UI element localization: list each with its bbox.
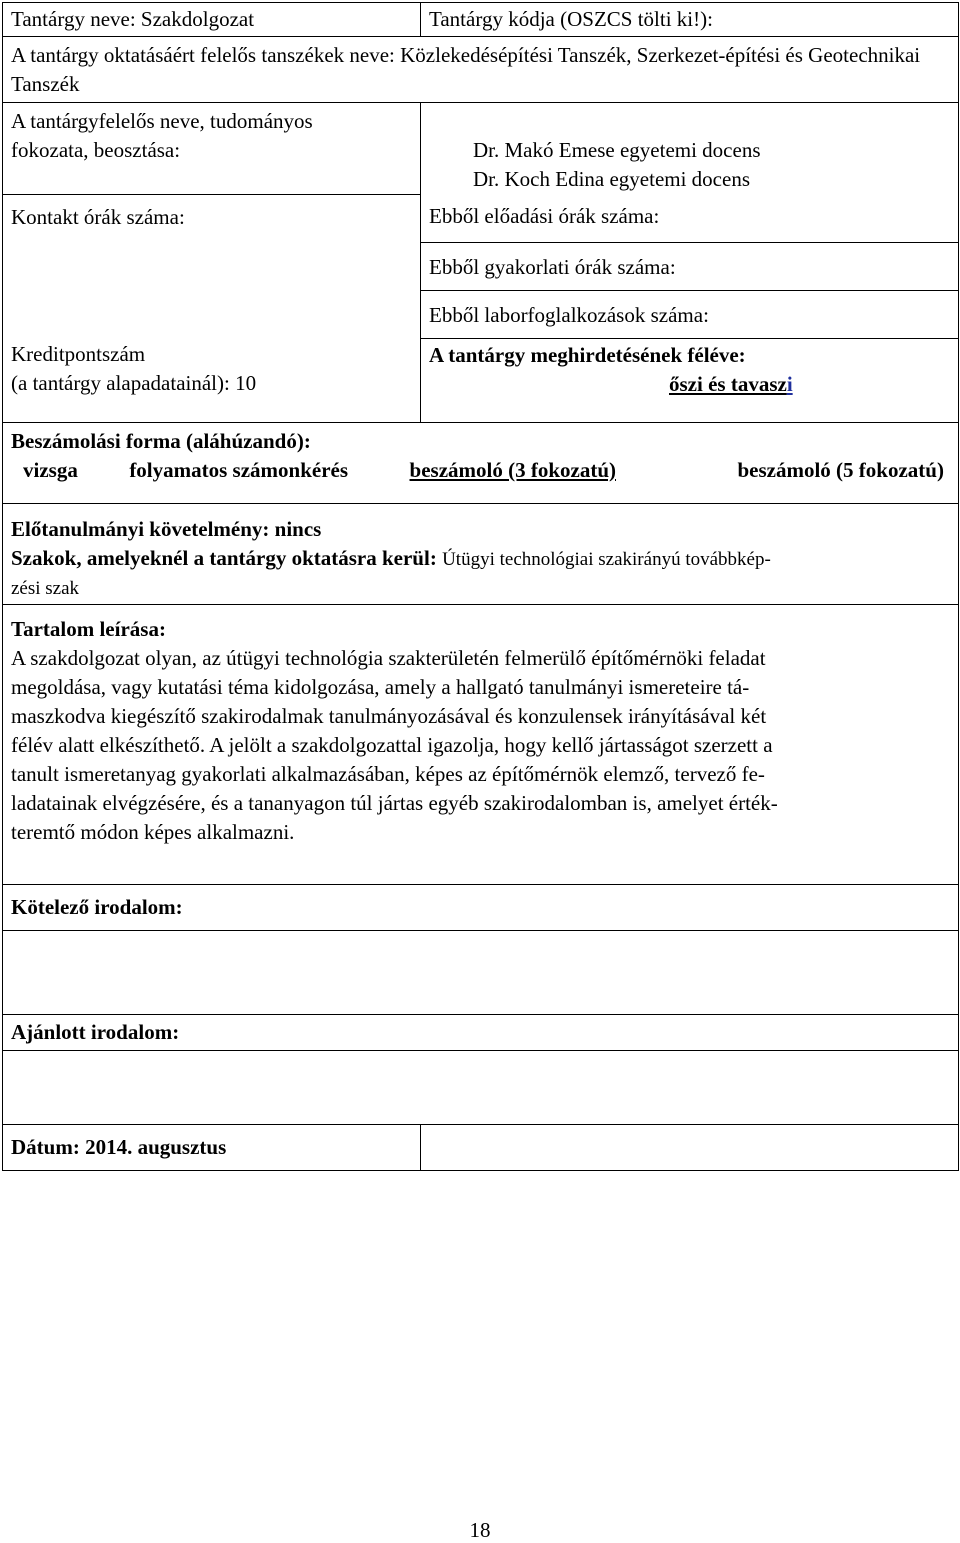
subject-code-cell [421, 3, 959, 37]
subject-name-cell [3, 3, 421, 37]
content-line: maszkodva kiegészítő szakirodalmak tanulmányozásával és konzulensek irányításával két [11, 703, 767, 728]
semester-value [429, 370, 950, 399]
programs-value-line1: Útügyi technológiai szakirányú továbbkép- [442, 548, 771, 570]
assessment-option-5-level: beszámoló (5 fokozatú) [737, 457, 944, 482]
content-line: A szakdolgozat olyan, az útügyi technológia szakterületén felmerülő építőmérnöki feladat [11, 645, 766, 670]
prerequisite-text: Előtanulmányi követelmény: nincs [11, 516, 322, 541]
contact-hours-label: Kontakt órák száma: [11, 204, 185, 229]
required-literature-label: Kötelező irodalom: [11, 894, 183, 919]
responsible-label-line1: A tantárgyfelelős neve, tudományos [11, 109, 313, 133]
credits-cell [3, 338, 421, 422]
required-literature-label-cell [3, 884, 959, 930]
course-form [2, 2, 958, 1171]
content-line: tanult ismeretanyag gyakorlati alkalmazásában, képes az építőmérnök elemző, tervező fe- [11, 761, 765, 786]
content-label: Tartalom leírása: [11, 616, 166, 641]
subject-code: Tantárgy kódja (OSZCS tölti ki!): [429, 7, 713, 31]
assessment-label: Beszámolási forma (aláhúzandó): [11, 428, 311, 453]
departments-text: A tantárgy oktatásáért felelős tanszékek neve: Közlekedésépítési Tanszék, Szerkezet-építési és Geotechnikai Tanszék [11, 43, 921, 96]
signature-cell [421, 1124, 959, 1170]
programs-value-line2: zési szak [11, 577, 80, 599]
semester-value-last: i [786, 371, 793, 396]
semester-label: A tantárgy meghirdetésének féléve: [429, 342, 746, 367]
required-literature-body [3, 930, 959, 1014]
assessment-option-3-level: beszámoló (3 fokozatú) [409, 457, 616, 482]
page-number: 18 [469, 1518, 491, 1542]
responsible-person-2: Dr. Koch Edina egyetemi docens [473, 167, 750, 191]
subject-name: Tantárgy neve: Szakdolgozat [11, 7, 255, 31]
content-line: ladatainak elvégzésére, és a tananyagon túl jártas egyéb szakirodalomban is, amelyet érték- [11, 790, 778, 815]
credits-label-line2: (a tantárgy alapadatainál): 10 [11, 371, 257, 395]
contact-hours-cell [3, 194, 421, 338]
responsible-person-1: Dr. Makó Emese egyetemi docens [473, 138, 761, 162]
responsible-names-cell [421, 103, 959, 195]
content-line: teremtő módon képes alkalmazni. [11, 819, 295, 844]
practice-hours-cell [421, 242, 959, 290]
assessment-option-exam: vizsga [23, 457, 78, 482]
recommended-literature-body [3, 1050, 959, 1124]
assessment-cell [3, 422, 959, 503]
departments-cell [3, 37, 959, 103]
assessment-options [11, 456, 950, 485]
lecture-hours-label: Ebből előadási órák száma: [429, 204, 660, 228]
recommended-literature-label: Ajánlott irodalom: [11, 1019, 180, 1044]
lab-hours-label: Ebből laborfoglalkozások száma: [429, 302, 709, 327]
responsible-label-line2: fokozata, beosztása: [11, 138, 181, 162]
programs-line [11, 544, 950, 574]
course-form-table [2, 2, 959, 1171]
assessment-option-continuous: folyamatos számonkérés [129, 457, 349, 482]
date-cell [3, 1124, 421, 1170]
lab-hours-cell [421, 290, 959, 338]
responsible-label-cell [3, 103, 421, 195]
credits-label-line1: Kreditpontszám [11, 342, 146, 366]
content-line: megoldása, vagy kutatási téma kidolgozása, amely a hallgató tanulmányi ismereteire tá- [11, 674, 750, 699]
programs-label: Szakok, amelyeknél a tantárgy oktatásra kerül: [11, 545, 443, 570]
recommended-literature-label-cell [3, 1014, 959, 1050]
content-body [11, 644, 950, 847]
date-text: Dátum: 2014. augusztus [11, 1134, 227, 1159]
semester-value-main: őszi és tavasz [669, 371, 787, 396]
practice-hours-label: Ebből gyakorlati órák száma: [429, 254, 676, 279]
semester-cell [421, 338, 959, 422]
content-cell [3, 604, 959, 884]
prerequisite-programs-cell [3, 503, 959, 604]
content-line: félév alatt elkészíthető. A jelölt a szakdolgozattal igazolja, hogy kellő jártasságot szerzett a [11, 732, 773, 757]
lecture-hours-cell [421, 194, 959, 242]
